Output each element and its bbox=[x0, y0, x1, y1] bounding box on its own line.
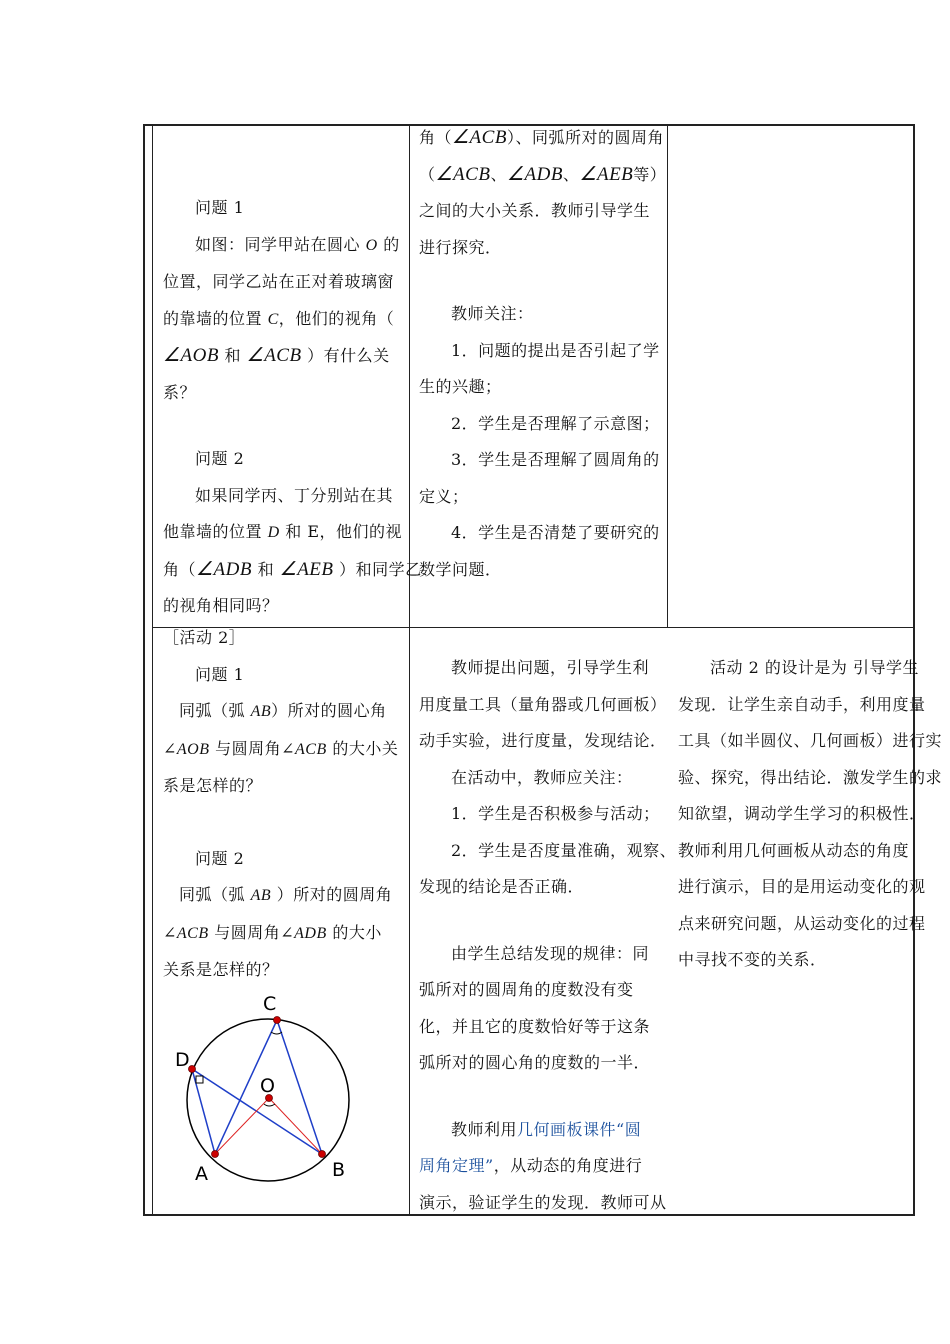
label-a: A bbox=[195, 1163, 208, 1185]
focus-item: 3．学生是否理解了圆周角的 bbox=[451, 450, 660, 469]
text-line: 工具（如半圆仪、几何画板）进行实 bbox=[678, 731, 943, 750]
problem1-title: 问题 1 bbox=[195, 664, 245, 684]
problem2-line: 如果同学丙、丁分别站在其 bbox=[195, 485, 394, 505]
focus-item: 4．学生是否清楚了要研究的 bbox=[451, 523, 660, 542]
lesson-table bbox=[143, 124, 943, 1216]
point-a bbox=[212, 1151, 219, 1158]
col2-top-cell bbox=[419, 120, 665, 588]
problem1-line: ∠AOB 与圆周角∠ACB 的大小关 bbox=[163, 738, 399, 758]
col3-bottom-cell bbox=[678, 650, 943, 979]
text-line: 中寻找不变的关系． bbox=[678, 950, 827, 969]
text-line: 用度量工具（量角器或几何画板） bbox=[419, 694, 667, 714]
text-line: 弧所对的圆周角的度数没有变 bbox=[419, 980, 634, 999]
text-line: 活动 2 的设计是为 引导学生 bbox=[710, 658, 919, 677]
text-line: 弧所对的圆心角的度数的一半． bbox=[419, 1053, 651, 1072]
text-line: 发现．让学生亲自动手，利用度量 bbox=[678, 694, 926, 714]
inscribed-angle-figure bbox=[165, 988, 365, 1188]
focus-title: 教师关注： bbox=[451, 304, 534, 323]
column-divider-2 bbox=[667, 126, 668, 628]
courseware-link-cont[interactable]: 周角定理” bbox=[419, 1156, 494, 1175]
focus-item: 2．学生是否理解了示意图； bbox=[451, 413, 660, 433]
text-line: 角（∠ACB）、同弧所对的圆周角 bbox=[419, 127, 664, 148]
text-line: 验、探究，得出结论．激发学生的求 bbox=[678, 767, 943, 787]
focus-item: 1．问题的提出是否引起了学 bbox=[451, 340, 660, 360]
problem2-line: 角（∠ADB 和 ∠AEB ）和同学乙 bbox=[163, 558, 422, 580]
radius-ob bbox=[269, 1098, 322, 1154]
col2-bottom-cell bbox=[419, 650, 677, 1221]
focus-item: 定义； bbox=[419, 486, 469, 506]
text-line: 周角定理”，从动态的角度进行 bbox=[419, 1156, 643, 1175]
text-line: 点来研究问题，从运动变化的过程 bbox=[678, 913, 926, 933]
angle-mark-d bbox=[196, 1076, 203, 1083]
col1-top-cell bbox=[163, 190, 422, 625]
problem2-line: 关系是怎样的？ bbox=[163, 960, 279, 979]
focus-item: 生的兴趣； bbox=[419, 377, 502, 396]
text-line: 进行探究． bbox=[419, 237, 502, 257]
problem2-line: 的视角相同吗？ bbox=[163, 596, 279, 615]
problem2-title: 问题 2 bbox=[195, 449, 245, 468]
problem1-line: 系是怎样的？ bbox=[163, 776, 263, 795]
text-line: 由学生总结发现的规律：同 bbox=[451, 943, 650, 963]
text-line: 1．学生是否积极参与活动； bbox=[451, 804, 660, 823]
text-line: （∠ACB、∠ADB、∠AEB等） bbox=[419, 163, 667, 185]
problem2-line: ∠ACB 与圆周角∠ADB 的大小 bbox=[163, 922, 382, 942]
label-o: O bbox=[260, 1075, 275, 1097]
chord-cB bbox=[277, 1020, 322, 1154]
text-line: 在活动中，教师应关注： bbox=[451, 767, 633, 787]
label-b: B bbox=[332, 1159, 346, 1181]
text-line: 知欲望，调动学生学习的积极性． bbox=[678, 804, 926, 823]
text-line: 之间的大小关系．教师引导学生 bbox=[419, 201, 651, 220]
courseware-link[interactable]: 几何画板课件“圆 bbox=[517, 1119, 642, 1139]
column-left-rule bbox=[152, 126, 153, 1214]
text-line: 教师利用几何画板从动态的角度 bbox=[678, 840, 910, 860]
problem1-line: 系？ bbox=[163, 382, 197, 402]
problem1-line: 同弧（弧 AB）所对的圆心角 bbox=[179, 701, 387, 720]
text-line: 进行演示，目的是用运动变化的观 bbox=[678, 877, 926, 896]
problem1-title: 问题 1 bbox=[195, 198, 245, 217]
column-divider-1 bbox=[409, 126, 410, 1214]
text-line: 化，并且它的度数恰好等于这条 bbox=[419, 1016, 651, 1036]
focus-item: 数学问题． bbox=[419, 559, 502, 579]
label-d: D bbox=[175, 1049, 190, 1071]
problem1-line: ∠AOB 和 ∠ACB ）有什么关 bbox=[163, 345, 390, 366]
problem1-line: 如图：同学甲站在圆心 O 的 bbox=[195, 234, 400, 254]
problem1-line: 的靠墙的位置 C，他们的视角（ bbox=[163, 308, 395, 328]
problem1-line: 位置，同学乙站在正对着玻璃窗 bbox=[163, 272, 395, 291]
text-line: 教师利用几何画板课件“圆 bbox=[451, 1119, 642, 1139]
point-b bbox=[319, 1151, 326, 1158]
radius-oa bbox=[215, 1098, 269, 1154]
col1-bottom-cell bbox=[163, 620, 408, 989]
text-line: 演示，验证学生的发现．教师可从 bbox=[419, 1192, 667, 1212]
angle-mark-o bbox=[264, 1104, 275, 1106]
text-line: 动手实验，进行度量，发现结论． bbox=[419, 731, 667, 750]
text-line: 2．学生是否度量准确，观察、 bbox=[451, 840, 677, 860]
activity-label: ［活动 2］ bbox=[163, 628, 246, 647]
text-line: 发现的结论是否正确． bbox=[419, 877, 585, 896]
text-line: 教师提出问题，引导学生利 bbox=[451, 658, 650, 677]
point-c bbox=[274, 1017, 281, 1024]
label-c: C bbox=[263, 993, 277, 1015]
problem2-title: 问题 2 bbox=[195, 848, 245, 868]
problem2-line: 他靠墙的位置 D 和 E，他们的视 bbox=[163, 522, 403, 541]
problem2-line: 同弧（弧 AB ）所对的圆周角 bbox=[179, 885, 393, 904]
